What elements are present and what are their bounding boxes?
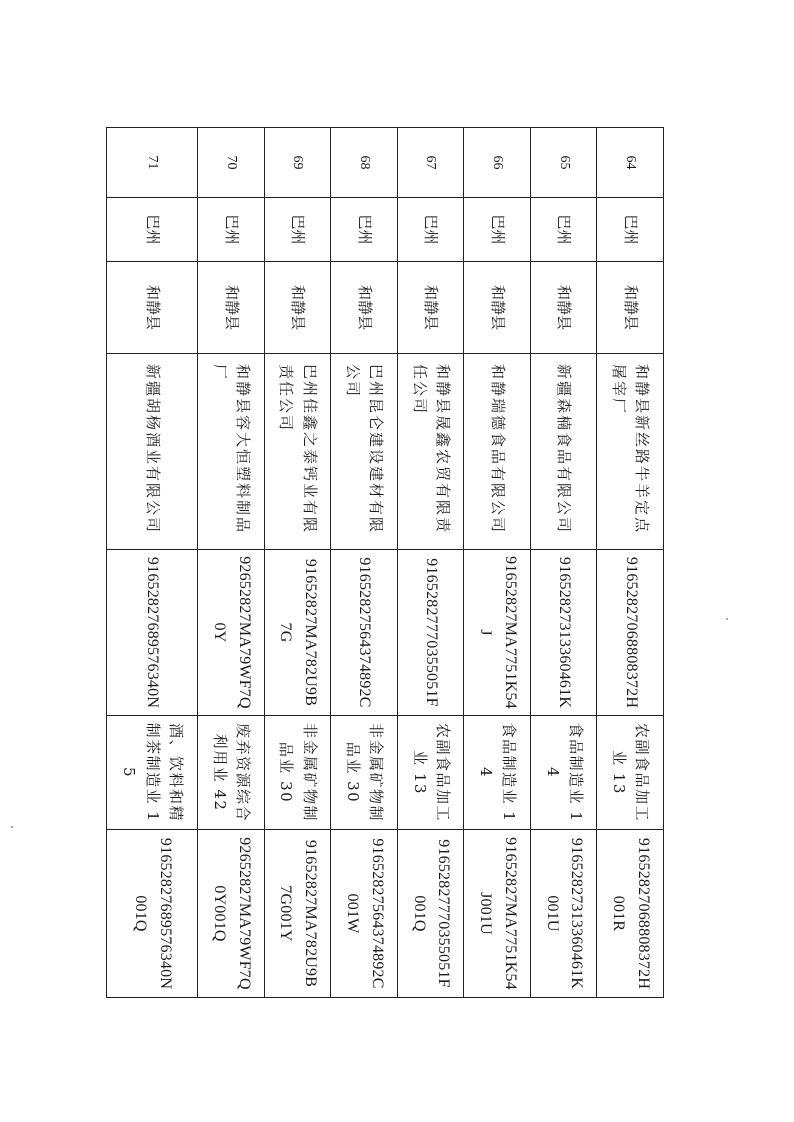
industry-cell: 非金属矿物制品业 30 bbox=[264, 716, 331, 830]
prefecture-cell: 巴州 bbox=[331, 198, 398, 262]
county-cell: 和静县 bbox=[331, 262, 398, 354]
row-number: 66 bbox=[464, 128, 531, 198]
permit-id-cell: 91652827MA7751K54J001U bbox=[464, 830, 531, 998]
table-row bbox=[107, 128, 198, 998]
prefecture-cell: 巴州 bbox=[107, 198, 198, 262]
prefecture-cell: 巴州 bbox=[198, 198, 265, 262]
prefecture-cell: 巴州 bbox=[530, 198, 597, 262]
prefecture-cell: 巴州 bbox=[397, 198, 464, 262]
row-number: 70 bbox=[198, 128, 265, 198]
permit-id-cell: 92652827MA79WF7Q0Y001Q bbox=[198, 830, 265, 998]
table-row bbox=[264, 128, 331, 998]
industry-cell: 废弃资源综合利用业 42 bbox=[198, 716, 265, 830]
county-cell: 和静县 bbox=[464, 262, 531, 354]
credit-code-cell: 91652827689576340N bbox=[107, 550, 198, 716]
permit-id-cell: 91652827564374892C001W bbox=[331, 830, 398, 998]
permit-id-cell: 91652827770355051F001Q bbox=[397, 830, 464, 998]
credit-code-cell: 91652827068808372H bbox=[597, 550, 664, 716]
prefecture-cell: 巴州 bbox=[597, 198, 664, 262]
company-name-cell: 新疆胡杨酒业有限公司 bbox=[107, 354, 198, 550]
prefecture-cell: 巴州 bbox=[464, 198, 531, 262]
credit-code-cell: 91652827MA782U9B7G bbox=[264, 550, 331, 716]
county-cell: 和静县 bbox=[597, 262, 664, 354]
row-number: 65 bbox=[530, 128, 597, 198]
scan-speck bbox=[11, 826, 13, 828]
credit-code-cell: 91652827MA7751K54J bbox=[464, 550, 531, 716]
county-cell: 和静县 bbox=[397, 262, 464, 354]
county-cell: 和静县 bbox=[107, 262, 198, 354]
permit-id-cell: 91652827313360461K001U bbox=[530, 830, 597, 998]
permit-id-cell: 91652827068808372H001R bbox=[597, 830, 664, 998]
row-number: 69 bbox=[264, 128, 331, 198]
table-row bbox=[198, 128, 265, 998]
credit-code-cell: 92652827MA79WF7Q0Y bbox=[198, 550, 265, 716]
company-name-cell: 和静县晟鑫农贸有限责任公司 bbox=[397, 354, 464, 550]
industry-cell: 食品制造业 14 bbox=[464, 716, 531, 830]
company-name-cell: 巴州佳鑫之泰钙业有限责任公司 bbox=[264, 354, 331, 550]
credit-code-cell: 91652827564374892C bbox=[331, 550, 398, 716]
company-name-cell: 巴州昆仑建设建材有限公司 bbox=[331, 354, 398, 550]
enterprise-table bbox=[106, 127, 664, 998]
industry-cell: 非金属矿物制品业 30 bbox=[331, 716, 398, 830]
row-number: 68 bbox=[331, 128, 398, 198]
table-row bbox=[331, 128, 398, 998]
industry-cell: 酒、饮料和精制茶制造业 15 bbox=[107, 716, 198, 830]
county-cell: 和静县 bbox=[198, 262, 265, 354]
company-name-cell: 和静瑞德食品有限公司 bbox=[464, 354, 531, 550]
industry-cell: 农副食品加工业 13 bbox=[597, 716, 664, 830]
table-row bbox=[597, 128, 664, 998]
prefecture-cell: 巴州 bbox=[264, 198, 331, 262]
table-row bbox=[530, 128, 597, 998]
industry-cell: 农副食品加工业 13 bbox=[397, 716, 464, 830]
row-number: 71 bbox=[107, 128, 198, 198]
rotated-table-container bbox=[106, 127, 664, 997]
permit-id-cell: 91652827MA782U9B7G001Y bbox=[264, 830, 331, 998]
credit-code-cell: 91652827313360461K bbox=[530, 550, 597, 716]
county-cell: 和静县 bbox=[264, 262, 331, 354]
company-name-cell: 和静县新丝路牛羊定点屠宰厂 bbox=[597, 354, 664, 550]
table-row bbox=[397, 128, 464, 998]
row-number: 67 bbox=[397, 128, 464, 198]
table-row bbox=[464, 128, 531, 998]
company-name-cell: 和静县容大恒塑料制品厂 bbox=[198, 354, 265, 550]
permit-id-cell: 91652827689576340N001Q bbox=[107, 830, 198, 998]
scan-speck bbox=[726, 618, 728, 620]
company-name-cell: 新疆森楠食品有限公司 bbox=[530, 354, 597, 550]
row-number: 64 bbox=[597, 128, 664, 198]
county-cell: 和静县 bbox=[530, 262, 597, 354]
industry-cell: 食品制造业 14 bbox=[530, 716, 597, 830]
credit-code-cell: 91652827770355051F bbox=[397, 550, 464, 716]
